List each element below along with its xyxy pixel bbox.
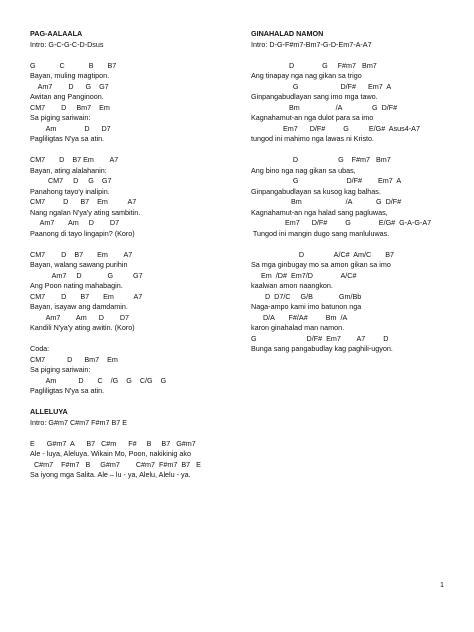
lyric-line: Paanong di tayo lingapin? (Koro) [30,228,135,238]
lyric-line: CM7 D Bm7 Em [30,354,118,364]
lyric-line: Em /D# Em7/D A/C# [251,270,357,280]
lyric-line: G D/F# Em7 A [251,176,402,185]
blank-line [251,239,451,250]
lyric-line: Coda: [30,344,50,353]
blank-line [30,145,245,156]
lyric-line: CM7 D B7 Em A7 [30,197,137,206]
right-column [251,29,451,355]
lyric-line: Sa mga ginbugay mo sa amon gikan sa imo [251,260,391,269]
lyric-line: Kagnahamut-an nga halad sang pagluwas, [251,207,388,217]
lyric-line: CM7 D B7 Em A7 [30,155,119,164]
lyric-line: Ang bino nga nag gikan sa ubas, [251,165,356,175]
lyric-line: D A/C# Am/C B7 [251,249,394,259]
lyric-line: Bayan, ating alalahanin: [30,165,107,175]
lyric-line: Am D C /G G C/G G [30,375,167,385]
lyric-line: D G F#m7 Bm7 [251,155,391,164]
lyric-line: Intro: D-G-F#m7-Bm7-G-D-Em7-A-A7 [251,39,372,49]
lyric-line: Em7 D/F# G E/G# Asus4-A7 [251,123,420,133]
lyric-line: Am7 D G G7 [30,270,143,280]
lyric-line: Ginpangabudlayan sang imo mga tawo. [251,92,378,101]
lyric-line: Intro: G#m7 C#m7 F#m7 B7 E [30,417,128,427]
lyric-line: Bayan, walang sawang purihin [30,260,128,269]
blank-line [251,145,451,156]
lyric-line: Panahong tayo'y inalipin. [30,186,110,196]
blank-line [30,428,245,439]
lyric-line: G C B B7 [30,60,117,70]
lyric-line: CM7 D B7 Em A7 [30,291,143,301]
lyric-line: Ginpangabudlayan sa kusog kag balhas. [251,186,381,196]
lyric-line: Am7 Am D D7 [30,218,120,227]
lyric-line: Intro: G-C-G-C-D-Dsus [30,39,104,49]
lyric-line: karon ginahalad man namon. [251,323,345,332]
lyric-line: Ang Poon nating mahabagin. [30,281,123,290]
blank-line [30,334,245,345]
blank-line [251,50,451,61]
lyric-line: E G#m7 A B7 C#m F# B B7 G#m7 [30,438,196,448]
lyric-line: Bayan, isayaw ang damdamin. [30,302,128,311]
lyric-line: G D/F# Em7 A [251,81,392,91]
lyric-line: Am7 Am D D7 [30,312,130,322]
lyric-line: Bunga sang pangabudlay kag paghili-ugyon. [251,344,393,353]
lyric-line: Awitan ang Panginoon. [30,92,104,101]
lyric-line: kaalwan amon naangkon. [251,281,333,290]
lyric-line: Am7 D G G7 [30,81,109,91]
lyric-line: Sa piging sariwain: [30,365,91,374]
lyric-line: Pagliligtas N'ya sa atin. [30,386,105,395]
lyric-line: C#m7 F#m7 B G#m7 C#m7 F#m7 B7 E [30,459,201,469]
left-column [30,29,245,481]
blank-line [30,50,245,61]
lyric-line: Ale - luya, Aleluya. Wikain Mo, Poon, nakikinig ako [30,449,191,458]
blank-line [30,397,245,408]
lyric-line: Kandili N'ya'y ating awitin. (Koro) [30,323,135,332]
lyric-line: Bayan, muling magtipon. [30,71,110,80]
lyric-line: D D7/C G/B Gm/Bb [251,291,362,301]
song-title: PAG-AALAALA [30,29,83,38]
lyric-line: Tungod ini mangin dugo sang manluluwas. [251,228,390,238]
lyric-line: Nang ngalan N'ya'y ating sambitin. [30,207,141,217]
song-title: ALLELUYA [30,407,68,416]
blank-line [30,239,245,250]
lyric-line: Ang tinapay nga nag gikan sa trigo [251,71,362,80]
lyric-line: Bm /A G D/F# [251,197,402,206]
lyric-line: Bm /A G D/F# [251,102,398,112]
lyric-line: Sa iyong mga Salita. Ale – lu - ya, Alelu, Alelu - ya. [30,470,191,479]
lyric-line: Pagliligtas N'ya sa atin. [30,134,105,143]
lyric-line: Em7 D/F# G E/G# G-A-G-A7 [251,218,432,227]
lyric-line: Naga-ampo kami imo batunon nga [251,302,362,311]
lyric-line: G D/F# Em7 A7 D [251,333,389,343]
lyric-line: CM7 D Bm7 Em [30,102,110,112]
lyric-line: CM7 D B7 Em A7 [30,249,133,259]
lyric-line: Sa piging sariwain: [30,113,91,122]
page-number: 1 [440,580,444,589]
song-title: GINAHALAD NAMON [251,29,324,38]
lyric-line: Kagnahamut-an nga dulot para sa imo [251,113,374,122]
lyric-line: D G F#m7 Bm7 [251,60,377,70]
lyric-line: CM7 D G G7 [30,176,112,185]
lyric-line: Am D D7 [30,123,111,133]
lyric-line: tungod ini mahimo nga lawas ni Kristo. [251,134,375,143]
lyric-line: D/A F#/A# Bm /A [251,312,348,322]
